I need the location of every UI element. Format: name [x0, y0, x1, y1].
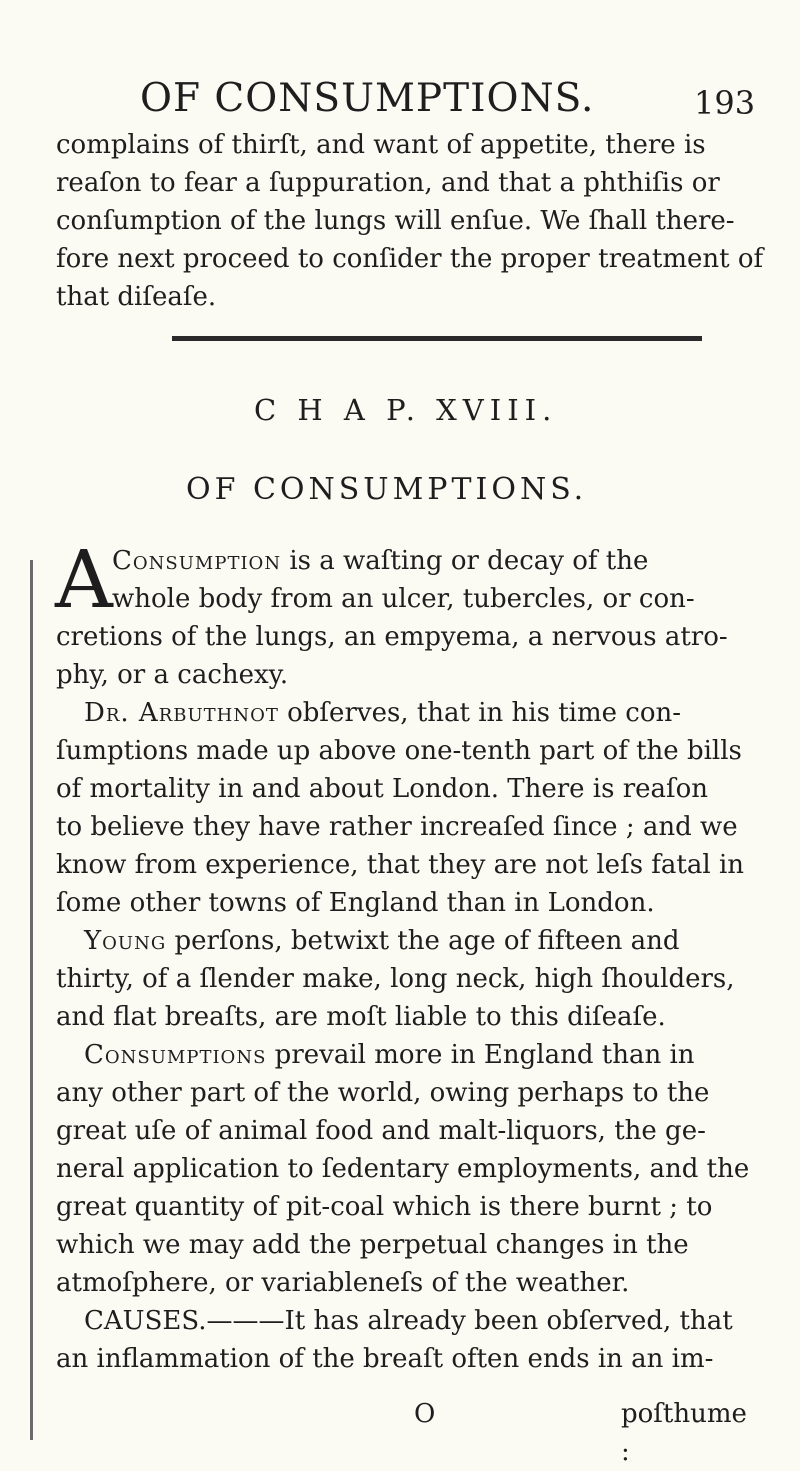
text-line: whole body from an ulcer, tubercles, or con-: [112, 584, 695, 614]
paragraph-young-persons: [56, 922, 762, 1036]
small-caps-term: Consumptions: [84, 1040, 267, 1070]
text-line: Young perſons, betwixt the age of fifteen and: [84, 926, 680, 956]
text-line: cretions of the lungs, an empyema, a nervous atro-: [56, 622, 728, 652]
text-line: ſumptions made up above one-tenth part of the bills: [56, 736, 742, 766]
text-line: CAUSES.———It has already been obſerved, that: [84, 1306, 733, 1336]
text-line: neral application to ſedentary employments, and the: [56, 1154, 750, 1184]
paragraph-arbuthnot: [56, 694, 762, 922]
section-label: CAUSES.: [84, 1306, 207, 1336]
text-line: any other part of the world, owing perhaps to the: [56, 1078, 710, 1108]
text-line: Consumption is a waſting or decay of the: [112, 546, 649, 576]
intro-paragraph: [56, 126, 762, 316]
running-title: OF CONSUMPTIONS.: [140, 76, 595, 121]
small-caps-term: Consumption: [112, 546, 282, 576]
text-line: Dr. Arbuthnot obſerves, that in his time con-: [84, 698, 682, 728]
small-caps-term: Young: [84, 926, 167, 956]
text-line: Consumptions prevail more in England than in: [84, 1040, 695, 1070]
section-divider: [172, 336, 702, 341]
text-line: thirty, of a ſlender make, long neck, high ſhoulders,: [56, 964, 735, 994]
text-line: an inflammation of the breaſt often ends in an im-: [56, 1344, 714, 1374]
text-line: of mortality in and about London. There is reaſon: [56, 774, 709, 804]
paragraph-causes: [56, 1302, 762, 1378]
paragraph-definition: [55, 533, 762, 694]
signature-mark: O: [414, 1399, 436, 1429]
text-line: fore next proceed to conſider the proper treatment of: [56, 244, 764, 274]
text-line: conſumption of the lungs will enſue. We ſhall there-: [56, 206, 735, 236]
small-caps-name: Dr. Arbuthnot: [84, 698, 279, 728]
binding-shadow: [30, 560, 33, 1440]
text-line: great uſe of animal food and malt-liquors, the ge-: [56, 1116, 706, 1146]
text-line: great quantity of pit-coal which is there burnt ; to: [56, 1192, 713, 1222]
drop-cap: A: [55, 533, 113, 626]
paragraph-prevalence: [56, 1036, 762, 1302]
chapter-title: OF CONSUMPTIONS.: [186, 472, 588, 507]
catchword: poſthume :: [621, 1399, 747, 1467]
text-line: ſome other towns of England than in London.: [56, 888, 655, 918]
text-line: and flat breaſts, are moſt liable to this diſeaſe.: [56, 1002, 666, 1032]
page-footer: [56, 1395, 762, 1467]
text-line: phy, or a cachexy.: [56, 660, 289, 690]
page-number: 193: [694, 84, 756, 122]
text-line: to believe they have rather increaſed ſince ; and we: [56, 812, 738, 842]
text-line: know from experience, that they are not leſs fatal in: [56, 850, 745, 880]
text-line: that diſeaſe.: [56, 282, 217, 312]
text-line: reaſon to fear a ſuppuration, and that a phthiſis or: [56, 168, 720, 198]
text-line: complains of thirſt, and want of appetite, there is: [56, 130, 706, 160]
text-line: which we may add the perpetual changes in the: [56, 1230, 689, 1260]
chapter-heading: C H A P. XVIII.: [254, 393, 558, 427]
text-line: atmoſphere, or variableneſs of the weather.: [56, 1268, 630, 1298]
